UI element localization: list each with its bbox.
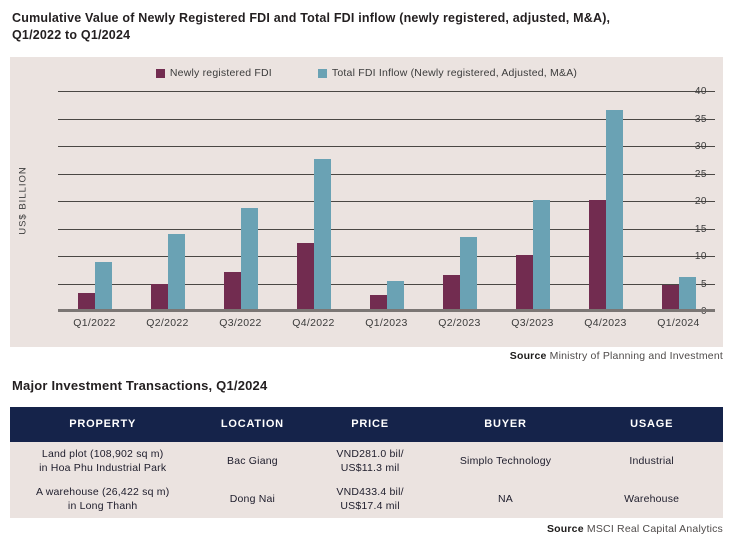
y-tick-30: 30 — [694, 141, 707, 152]
table-row — [10, 480, 723, 518]
legend-item-1 — [318, 67, 577, 79]
table-cell — [195, 454, 309, 468]
x-tick-label: Q3/2023 — [511, 317, 554, 329]
bar — [314, 159, 331, 311]
table-cell — [431, 454, 581, 468]
x-tick-label: Q1/2023 — [365, 317, 408, 329]
y-tick-15: 15 — [694, 223, 707, 235]
table-cell — [309, 485, 430, 513]
x-tick-label: Q2/2023 — [438, 317, 481, 329]
bar-group-Q4/2023 — [569, 91, 642, 311]
x-tick-label: Q4/2023 — [584, 317, 627, 329]
table-cell-line: Simplo Technology — [459, 454, 552, 467]
plot-area — [58, 86, 715, 311]
y-tick-40: 40 — [694, 86, 707, 97]
column-header-location: LOCATION — [220, 418, 284, 431]
table-source-label: Source — [546, 523, 584, 535]
column-header-buyer: BUYER — [484, 418, 527, 431]
table-source-text: MSCI Real Capital Analytics — [583, 523, 723, 535]
legend-label: Total FDI Inflow (Newly registered, Adjusted, M&A) — [331, 67, 578, 79]
bar — [679, 277, 696, 311]
bar-series — [58, 91, 715, 311]
table-body — [10, 442, 723, 518]
bar — [443, 275, 460, 311]
table-cell — [10, 485, 195, 513]
table-cell-line: US$17.4 mil — [340, 500, 400, 512]
page-title — [12, 10, 722, 44]
chart-legend — [10, 67, 723, 79]
y-axis-title: US$ BILLION — [17, 166, 29, 235]
table-cell — [195, 492, 309, 506]
table-cell-line: US$11.3 mil — [340, 462, 400, 474]
transactions-title: Major Investment Transactions, Q1/2024 — [12, 378, 268, 393]
y-tick-35: 35 — [694, 113, 707, 125]
table-cell-line: A warehouse (26,422 sq m) — [35, 485, 170, 498]
x-tick-label: Q4/2022 — [292, 317, 335, 329]
transactions-table — [10, 407, 723, 518]
table-cell-line: NA — [498, 492, 514, 505]
bar — [151, 284, 168, 312]
legend-swatch-icon — [156, 69, 165, 78]
legend-label: Newly registered FDI — [169, 67, 272, 79]
table-cell-line: VND433.4 bil/ — [336, 485, 404, 498]
x-tick-labels — [58, 317, 715, 329]
table-cell-line: Bac Giang — [226, 454, 278, 467]
table-cell-line: in Hoa Phu Industrial Park — [39, 462, 167, 474]
bar — [241, 208, 258, 311]
x-tick-label: Q1/2024 — [657, 317, 700, 329]
table-cell — [10, 447, 195, 475]
y-tick-20: 20 — [694, 196, 707, 207]
table-cell-line: VND281.0 bil/ — [336, 447, 404, 460]
x-tick-label: Q2/2022 — [146, 317, 189, 329]
bar-group-Q2/2022 — [131, 91, 204, 311]
bar — [533, 200, 550, 311]
bar-group-Q1/2023 — [350, 91, 423, 311]
y-tick-5: 5 — [700, 278, 707, 290]
table-cell — [580, 454, 723, 468]
table-row — [10, 442, 723, 480]
x-tick-label: Q1/2022 — [73, 317, 116, 329]
fdi-bar-chart — [10, 57, 723, 347]
bar-group-Q3/2023 — [496, 91, 569, 311]
column-header-price: PRICE — [351, 418, 389, 431]
bar — [95, 262, 112, 311]
bar — [168, 234, 185, 311]
table-cell-line: in Long Thanh — [67, 500, 138, 512]
bar — [224, 272, 241, 311]
page-title-line1: Cumulative Value of Newly Registered FDI and Total FDI inflow (newly registered, adjusted, M&A), — [12, 11, 611, 25]
legend-swatch-icon — [318, 69, 327, 78]
table-cell-line: Land plot (108,902 sq m) — [41, 447, 164, 460]
bar-group-Q1/2022 — [58, 91, 131, 311]
column-header-usage: USAGE — [630, 418, 674, 431]
bar — [606, 110, 623, 311]
table-cell — [580, 492, 723, 506]
chart-source-label: Source — [509, 350, 547, 362]
bar — [387, 281, 404, 311]
bar — [460, 237, 477, 311]
table-cell-line: Dong Nai — [229, 492, 276, 505]
table-header-row — [10, 407, 723, 442]
y-tick-10: 10 — [694, 251, 707, 262]
x-axis-line — [58, 309, 715, 312]
table-cell-line: Warehouse — [624, 492, 680, 505]
bar — [589, 200, 606, 311]
chart-source — [510, 350, 723, 362]
bar — [662, 285, 679, 311]
chart-source-text: Ministry of Planning and Investment — [546, 350, 723, 362]
table-cell — [431, 492, 581, 506]
table-source — [547, 523, 723, 535]
bar-group-Q2/2023 — [423, 91, 496, 311]
y-tick-25: 25 — [694, 168, 707, 180]
table-cell-line: Industrial — [629, 454, 674, 467]
page-title-line2: Q1/2022 to Q1/2024 — [12, 27, 131, 42]
bar-group-Q1/2024 — [642, 91, 715, 311]
bar — [516, 255, 533, 311]
table-cell — [309, 447, 430, 475]
bar-group-Q3/2022 — [204, 91, 277, 311]
column-header-property: PROPERTY — [69, 418, 137, 431]
x-tick-label: Q3/2022 — [219, 317, 262, 329]
bar-group-Q4/2022 — [277, 91, 350, 311]
legend-item-0 — [156, 67, 272, 79]
bar — [297, 243, 314, 311]
